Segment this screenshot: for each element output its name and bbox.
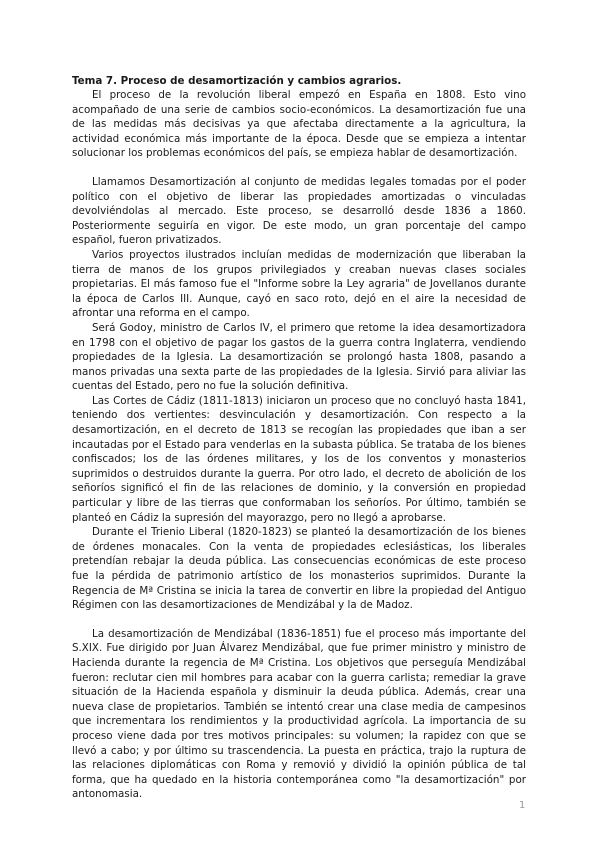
paragraph-intro: El proceso de la revolución liberal empezó en España en 1808. Esto vino acompañado de una serie de cambios socio-económicos. La desamortización fue una de las medidas más decisivas ya que afectaba directamente a la agricultura, la actividad económica más importante de la época. Desde que se empieza a intentar solucionar los problemas económicos del país, se empieza hablar de desamortización. (72, 89, 526, 160)
paragraph-trienio: Durante el Trienio Liberal (1820-1823) se planteó la desamortización de los bienes de órdenes monacales. Con la venta de propiedades eclesiásticas, los liberales pretendían rebajar la deuda pública. Las consecuencias económicas de este proceso fue la pérdida de patrimonio artístico de los monasterios suprimidos. Durante la Regencia de Mª Cristina se inicia la tarea de convertir en libre la propiedad del Antiguo Régimen con las desamortizaciones de Mendizábal y la de Madoz. (72, 526, 526, 612)
paragraph-mendizabal: La desamortización de Mendizábal (1836-1851) fue el proceso más importante del S.XIX. Fue dirigido por Juan Álvarez Mendizábal, que fue primer ministro y ministro de Hacienda durante la regencia de Mª Cristina. Los objetivos que perseguía Mendizábal fueron: reclutar cien mil hombres para acabar con la guerra carlista; remediar la grave situación de la Hacienda española y disminuir la deuda pública. Además, crear una nueva clase de propietarios. También se intentó crear una clase media de campesinos que incrementara los rendimientos y la productividad agrícola. La importancia de su proceso viene dada por tres motivos principales: su volumen; la rapidez con que se llevó a cabo; y por último su trascendencia. La puesta en práctica, trajo la ruptura de las relaciones diplomáticas con Roma y removió y dividió la opinión pública de tal forma, que ha quedado en la historia contemporánea como "la desamortización" por antonomasia. (72, 627, 526, 801)
paragraph-godoy: Será Godoy, ministro de Carlos IV, el primero que retome la idea desamortizadora en 1798 con el objetivo de pagar los gastos de la guerra contra Inglaterra, vendiendo propiedades de la Iglesia. La desamortización se prolongó hasta 1808, pasando a manos privadas una sexta parte de las propiedades de la Iglesia. Sirvió para aliviar las cuentas del Estado, pero no fue la solución definitiva. (72, 321, 526, 393)
paragraph-spacer (72, 613, 526, 627)
paragraph-cadiz: Las Cortes de Cádiz (1811-1813) iniciaron un proceso que no concluyó hasta 1841, teniendo dos vertientes: desvinculación y desamortización. Con respecto a la desamortización, en el decreto de 1813 se recogían las propiedades que iban a ser incautadas por el Estado para venderlas en la subasta pública. Se trataba de los bienes confiscados; los de las órdenes militares, y los de los conventos y monasterios suprimidos o destruidos durante la guerra. Por otro lado, el decreto de abolición de los señoríos significó el fin de las relaciones de dominio, y la conversión en propiedad particular y libre de las tierras que conformaban los señoríos. Por último, también se planteó en Cádiz la supresión del mayorazgo, pero no llegó a aprobarse. (72, 394, 526, 524)
paragraph-spacer (72, 161, 526, 175)
document-title: Tema 7. Proceso de desamortización y cambios agrarios. (72, 75, 402, 87)
page-number: 1 (519, 800, 526, 811)
paragraph-definition: Llamamos Desamortización al conjunto de medidas legales tomadas por el poder político con el objetivo de liberar las propiedades amortizadas o vinculadas devolviéndolas al mercado. Este proceso, se desarrolló desde 1836 a 1860. Posteriormente seguiría en vigor. De este modo, un gran porcentaje del campo español, fueron privatizados. (72, 175, 526, 247)
paragraph-enlightenment: Varios proyectos ilustrados incluían medidas de modernización que liberaban la tierra de manos de los grupos privilegiados y creaban nuevas clases sociales propietarias. El más famoso fue el "Informe sobre la Ley agraria" de Jovellanos durante la época de Carlos III. Aunque, cayó en saco roto, dejó en el aire la necesidad de afrontar una reforma en el campo. (72, 248, 526, 320)
document-page (72, 74, 526, 802)
